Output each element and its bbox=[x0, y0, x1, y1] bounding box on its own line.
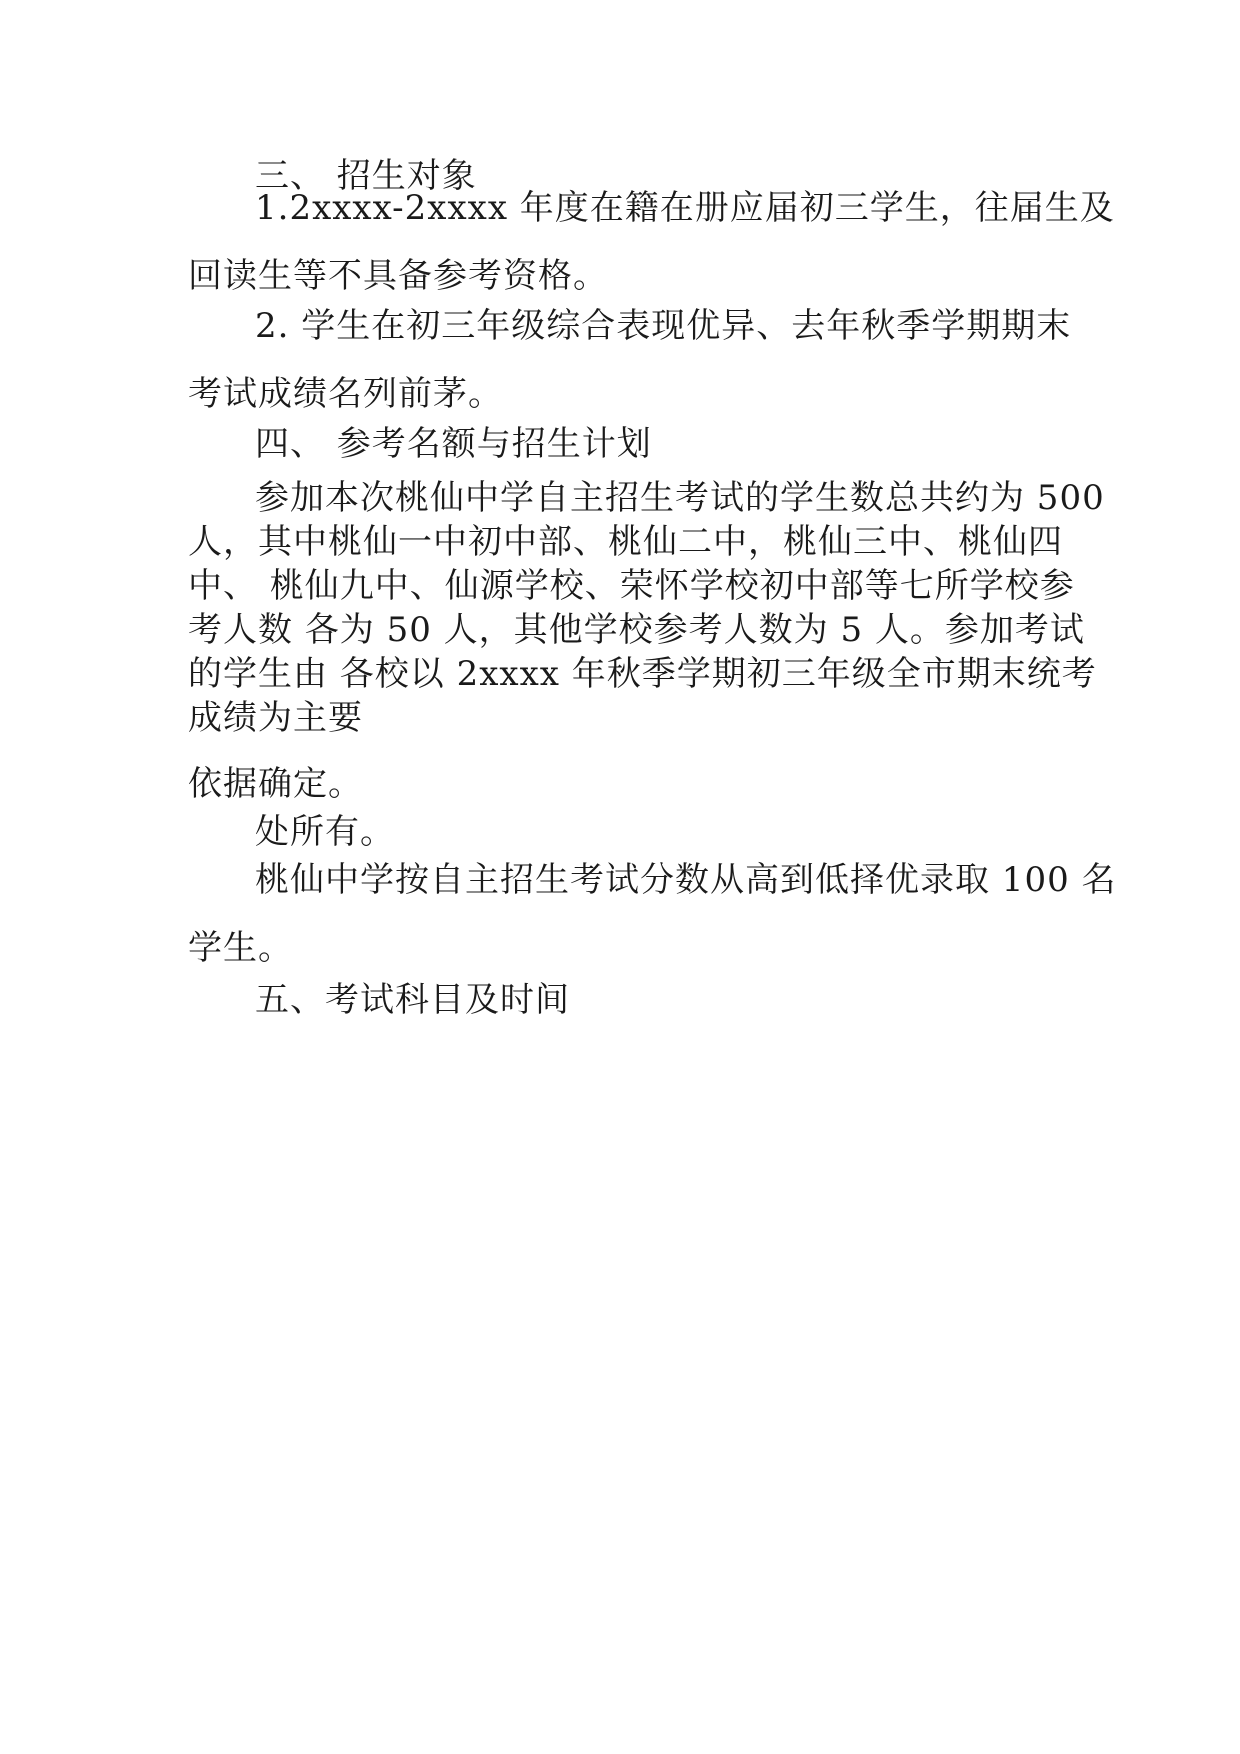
paragraph-line-3: 中、 桃仙九中、仙源学校、荣怀学校初中部等七所学校参 bbox=[188, 566, 1075, 606]
section-heading-4: 四、 参考名额与招生计划 bbox=[255, 424, 652, 464]
paragraph-line-6: 成绩为主要 bbox=[188, 698, 363, 738]
paragraph-line-5: 的学生由 各校以 2xxxx 年秋季学期初三年级全市期末统考 bbox=[188, 654, 1097, 694]
item-1-line-1: 1.2xxxx-2xxxx 年度在籍在册应届初三学生，往届生及 bbox=[255, 188, 1115, 228]
item-2-line-2: 考试成绩名列前茅。 bbox=[188, 374, 503, 414]
paragraph-line-1: 参加本次桃仙中学自主招生考试的学生数总共约为 500 bbox=[255, 478, 1105, 518]
section-heading-5: 五、考试科目及时间 bbox=[255, 980, 570, 1020]
paragraph-line-2: 人，其中桃仙一中初中部、桃仙二中，桃仙三中、桃仙四 bbox=[188, 522, 1063, 562]
section-heading-3: 三、 招生对象 bbox=[255, 156, 477, 196]
paragraph-tail: 依据确定。 bbox=[188, 764, 363, 804]
admission-line-2: 学生。 bbox=[188, 928, 293, 968]
paragraph-fragment: 处所有。 bbox=[255, 812, 395, 852]
item-1-line-2: 回读生等不具备参考资格。 bbox=[188, 256, 608, 296]
admission-line-1: 桃仙中学按自主招生考试分数从高到低择优录取 100 名 bbox=[255, 860, 1117, 900]
paragraph-line-4: 考人数 各为 50 人，其他学校参考人数为 5 人。参加考试 bbox=[188, 610, 1085, 650]
item-2-line-1: 2. 学生在初三年级综合表现优异、去年秋季学期期末 bbox=[255, 306, 1072, 346]
